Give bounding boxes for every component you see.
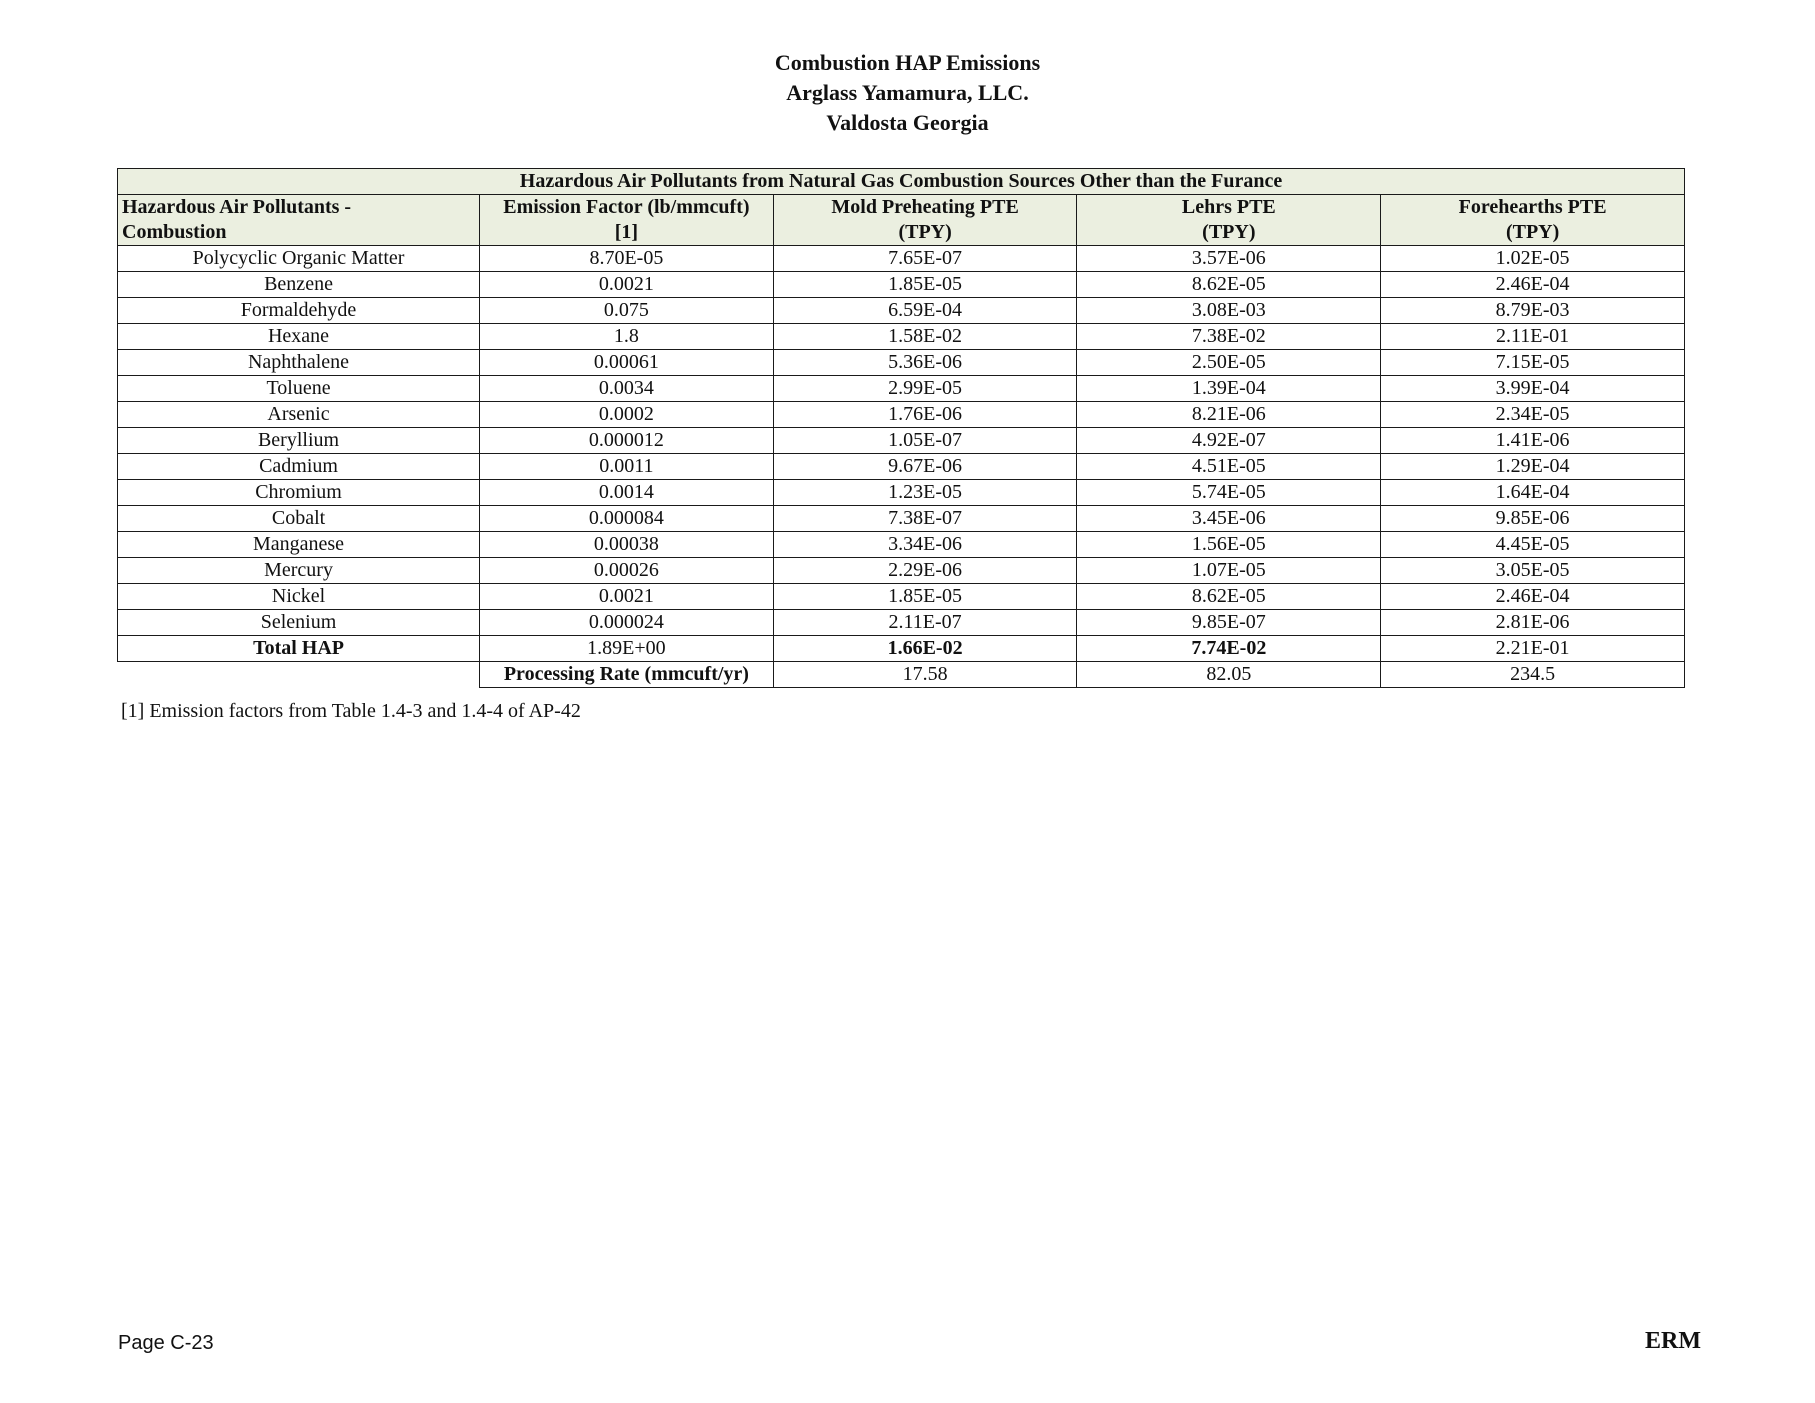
cell-lehrs: 8.62E-05 xyxy=(1077,272,1381,298)
processing-rate-label: Processing Rate (mmcuft/yr) xyxy=(480,662,774,688)
cell-lehrs: 4.51E-05 xyxy=(1077,454,1381,480)
cell-forehearths: 7.15E-05 xyxy=(1381,350,1685,376)
table-row xyxy=(118,480,1685,506)
table-row xyxy=(118,428,1685,454)
total-row xyxy=(118,636,1685,662)
cell-mold: 9.67E-06 xyxy=(773,454,1077,480)
cell-lehrs: 7.38E-02 xyxy=(1077,324,1381,350)
cell-mold: 3.34E-06 xyxy=(773,532,1077,558)
cell-factor: 0.00061 xyxy=(480,350,774,376)
cell-mold: 2.29E-06 xyxy=(773,558,1077,584)
cell-forehearths: 2.34E-05 xyxy=(1381,402,1685,428)
cell-factor: 8.70E-05 xyxy=(480,246,774,272)
cell-factor: 0.0021 xyxy=(480,584,774,610)
cell-mold: 2.11E-07 xyxy=(773,610,1077,636)
cell-forehearths: 1.64E-04 xyxy=(1381,480,1685,506)
table-row xyxy=(118,506,1685,532)
cell-factor: 0.00026 xyxy=(480,558,774,584)
cell-mold: 1.85E-05 xyxy=(773,272,1077,298)
column-header-line: Forehearths PTE xyxy=(1458,196,1607,218)
cell-lehrs: 5.74E-05 xyxy=(1077,480,1381,506)
cell-mold: 7.38E-07 xyxy=(773,506,1077,532)
cell-forehearths: 2.81E-06 xyxy=(1381,610,1685,636)
column-header-line: Emission Factor (lb/mmcuft) xyxy=(503,196,750,218)
cell-forehearths: 2.46E-04 xyxy=(1381,272,1685,298)
cell-pollutant: Manganese xyxy=(118,532,480,558)
cell-pollutant: Benzene xyxy=(118,272,480,298)
cell-mold: 7.65E-07 xyxy=(773,246,1077,272)
cell-pollutant: Cobalt xyxy=(118,506,480,532)
cell-factor: 1.8 xyxy=(480,324,774,350)
table-row xyxy=(118,610,1685,636)
column-header-line: (TPY) xyxy=(1505,221,1560,243)
cell-factor: 0.000084 xyxy=(480,506,774,532)
cell-lehrs: 3.45E-06 xyxy=(1077,506,1381,532)
table-row xyxy=(118,246,1685,272)
cell-pollutant: Hexane xyxy=(118,324,480,350)
footnote: [1] Emission factors from Table 1.4-3 and 1.4-4 of AP-42 xyxy=(121,700,581,722)
table-row xyxy=(118,558,1685,584)
table-row xyxy=(118,454,1685,480)
facility-location: Valdosta Georgia xyxy=(826,110,989,135)
cell-forehearths: 1.29E-04 xyxy=(1381,454,1685,480)
cell-lehrs: 1.07E-05 xyxy=(1077,558,1381,584)
cell-factor: 0.0021 xyxy=(480,272,774,298)
cell-forehearths: 9.85E-06 xyxy=(1381,506,1685,532)
company-name: Arglass Yamamura, LLC. xyxy=(786,80,1029,105)
table-body xyxy=(118,246,1685,636)
cell-mold: 1.05E-07 xyxy=(773,428,1077,454)
cell-factor: 0.0002 xyxy=(480,402,774,428)
cell-pollutant: Beryllium xyxy=(118,428,480,454)
cell-mold: 1.85E-05 xyxy=(773,584,1077,610)
cell-mold: 1.58E-02 xyxy=(773,324,1077,350)
cell-lehrs: 1.56E-05 xyxy=(1077,532,1381,558)
cell-pollutant: Polycyclic Organic Matter xyxy=(118,246,480,272)
cell-factor: 0.075 xyxy=(480,298,774,324)
table-caption-row xyxy=(118,169,1685,195)
column-header-line: Hazardous Air Pollutants - xyxy=(122,196,352,218)
cell-forehearths: 3.05E-05 xyxy=(1381,558,1685,584)
table-row xyxy=(118,324,1685,350)
cell-lehrs: 2.50E-05 xyxy=(1077,350,1381,376)
processing-rate-forehearths: 234.5 xyxy=(1381,662,1685,688)
cell-forehearths: 2.11E-01 xyxy=(1381,324,1685,350)
cell-lehrs: 3.57E-06 xyxy=(1077,246,1381,272)
document-title: Combustion HAP Emissions xyxy=(774,50,1041,75)
cell-pollutant: Arsenic xyxy=(118,402,480,428)
column-header-line: Combustion xyxy=(122,221,227,243)
cell-mold: 6.59E-04 xyxy=(773,298,1077,324)
table-row xyxy=(118,532,1685,558)
column-header-factor xyxy=(480,195,774,246)
document-header xyxy=(0,48,1815,138)
processing-rate-mold: 17.58 xyxy=(773,662,1077,688)
total-factor: 1.89E+00 xyxy=(480,636,774,662)
column-header-mold xyxy=(773,195,1077,246)
table-header-row xyxy=(118,195,1685,246)
cell-factor: 0.0014 xyxy=(480,480,774,506)
cell-mold: 1.23E-05 xyxy=(773,480,1077,506)
cell-factor: 0.000024 xyxy=(480,610,774,636)
cell-mold: 2.99E-05 xyxy=(773,376,1077,402)
cell-factor: 0.000012 xyxy=(480,428,774,454)
cell-pollutant: Mercury xyxy=(118,558,480,584)
cell-lehrs: 3.08E-03 xyxy=(1077,298,1381,324)
cell-pollutant: Naphthalene xyxy=(118,350,480,376)
cell-lehrs: 4.92E-07 xyxy=(1077,428,1381,454)
cell-lehrs: 1.39E-04 xyxy=(1077,376,1381,402)
cell-pollutant: Nickel xyxy=(118,584,480,610)
column-header-line: (TPY) xyxy=(1202,221,1256,243)
column-header-pollutant xyxy=(118,195,480,246)
cell-pollutant: Chromium xyxy=(118,480,480,506)
cell-factor: 0.0011 xyxy=(480,454,774,480)
cell-pollutant: Formaldehyde xyxy=(118,298,480,324)
table-row xyxy=(118,298,1685,324)
cell-lehrs: 9.85E-07 xyxy=(1077,610,1381,636)
column-header-lehrs xyxy=(1077,195,1381,246)
cell-forehearths: 2.46E-04 xyxy=(1381,584,1685,610)
column-header-line: (TPY) xyxy=(898,221,952,243)
total-forehearths: 2.21E-01 xyxy=(1381,636,1685,662)
cell-factor: 0.00038 xyxy=(480,532,774,558)
cell-forehearths: 4.45E-05 xyxy=(1381,532,1685,558)
cell-forehearths: 3.99E-04 xyxy=(1381,376,1685,402)
hap-emissions-table xyxy=(117,168,1685,688)
cell-pollutant: Toluene xyxy=(118,376,480,402)
table-row xyxy=(118,272,1685,298)
cell-factor: 0.0034 xyxy=(480,376,774,402)
table-row xyxy=(118,402,1685,428)
column-header-line: Lehrs PTE xyxy=(1181,196,1276,218)
cell-pollutant: Cadmium xyxy=(118,454,480,480)
total-label: Total HAP xyxy=(118,636,480,662)
cell-lehrs: 8.21E-06 xyxy=(1077,402,1381,428)
brand-mark: ERM xyxy=(1645,1328,1701,1354)
column-header-line: Mold Preheating PTE xyxy=(831,196,1019,218)
table-row xyxy=(118,584,1685,610)
cell-forehearths: 1.02E-05 xyxy=(1381,246,1685,272)
total-lehrs: 7.74E-02 xyxy=(1077,636,1381,662)
column-header-forehearths xyxy=(1381,195,1685,246)
cell-mold: 5.36E-06 xyxy=(773,350,1077,376)
cell-mold: 1.76E-06 xyxy=(773,402,1077,428)
total-mold: 1.66E-02 xyxy=(773,636,1077,662)
table-caption: Hazardous Air Pollutants from Natural Gas Combustion Sources Other than the Furance xyxy=(118,169,1685,195)
page-number: Page C-23 xyxy=(118,1332,214,1354)
empty-cell xyxy=(118,662,480,688)
processing-rate-lehrs: 82.05 xyxy=(1077,662,1381,688)
table-row xyxy=(118,376,1685,402)
column-header-line: [1] xyxy=(614,221,639,243)
cell-forehearths: 1.41E-06 xyxy=(1381,428,1685,454)
cell-lehrs: 8.62E-05 xyxy=(1077,584,1381,610)
processing-rate-row xyxy=(118,662,1685,688)
cell-pollutant: Selenium xyxy=(118,610,480,636)
table-row xyxy=(118,350,1685,376)
cell-forehearths: 8.79E-03 xyxy=(1381,298,1685,324)
